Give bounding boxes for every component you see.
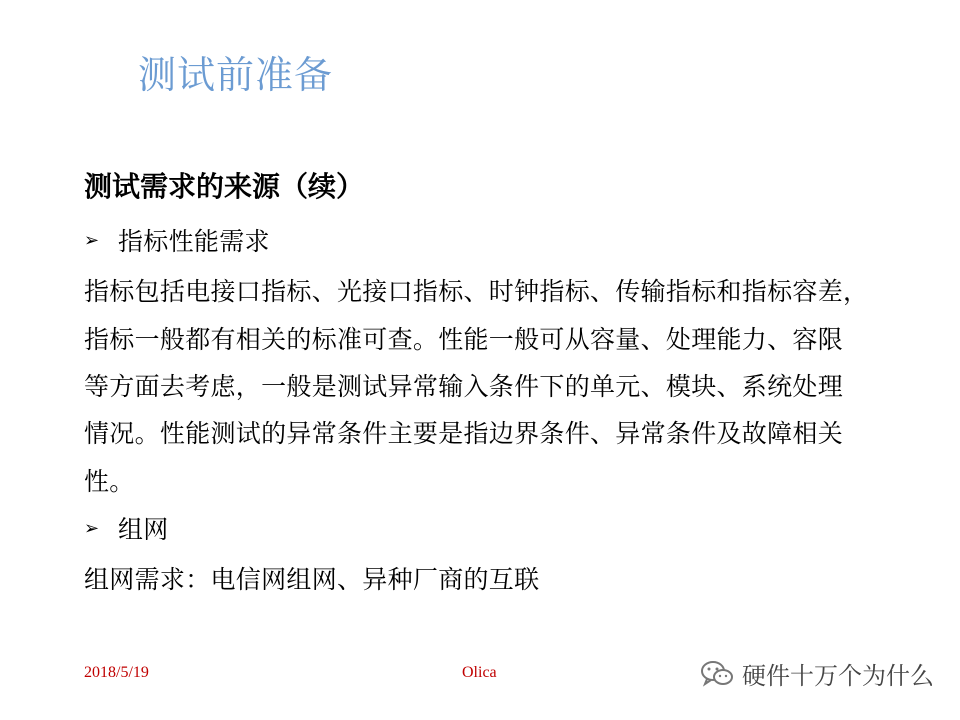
- watermark-text: 硬件十万个为什么: [742, 662, 934, 690]
- slide-title: 测试前准备: [138, 53, 334, 97]
- paragraph-line: 等方面去考虑，一般是测试异常输入条件下的单元、模块、系统处理: [84, 372, 844, 401]
- slide-subtitle: 测试需求的来源（续）: [84, 170, 365, 203]
- paragraph-line: 指标一般都有相关的标准可查。性能一般可从容量、处理能力、容限: [84, 325, 844, 354]
- bullet-item-performance: [84, 222, 270, 258]
- bullet-label: 组网: [118, 515, 169, 544]
- footer-author: Olica: [462, 664, 497, 681]
- paragraph-line: 组网需求：电信网组网、异种厂商的互联: [84, 565, 540, 594]
- bullet-label: 指标性能需求: [118, 227, 270, 256]
- watermark: [700, 656, 934, 691]
- arrow-bullet-icon: ➢: [84, 517, 100, 539]
- paragraph-line: 情况。性能测试的异常条件主要是指边界条件、异常条件及故障相关: [84, 419, 844, 448]
- footer-date: 2018/5/19: [84, 664, 149, 681]
- paragraph-line: 指标包括电接口指标、光接口指标、时钟指标、传输指标和指标容差，: [84, 277, 869, 306]
- arrow-bullet-icon: ➢: [84, 229, 100, 251]
- bullet-item-network: [84, 510, 169, 546]
- paragraph-line: 性。: [84, 467, 135, 496]
- wechat-icon: [700, 659, 734, 689]
